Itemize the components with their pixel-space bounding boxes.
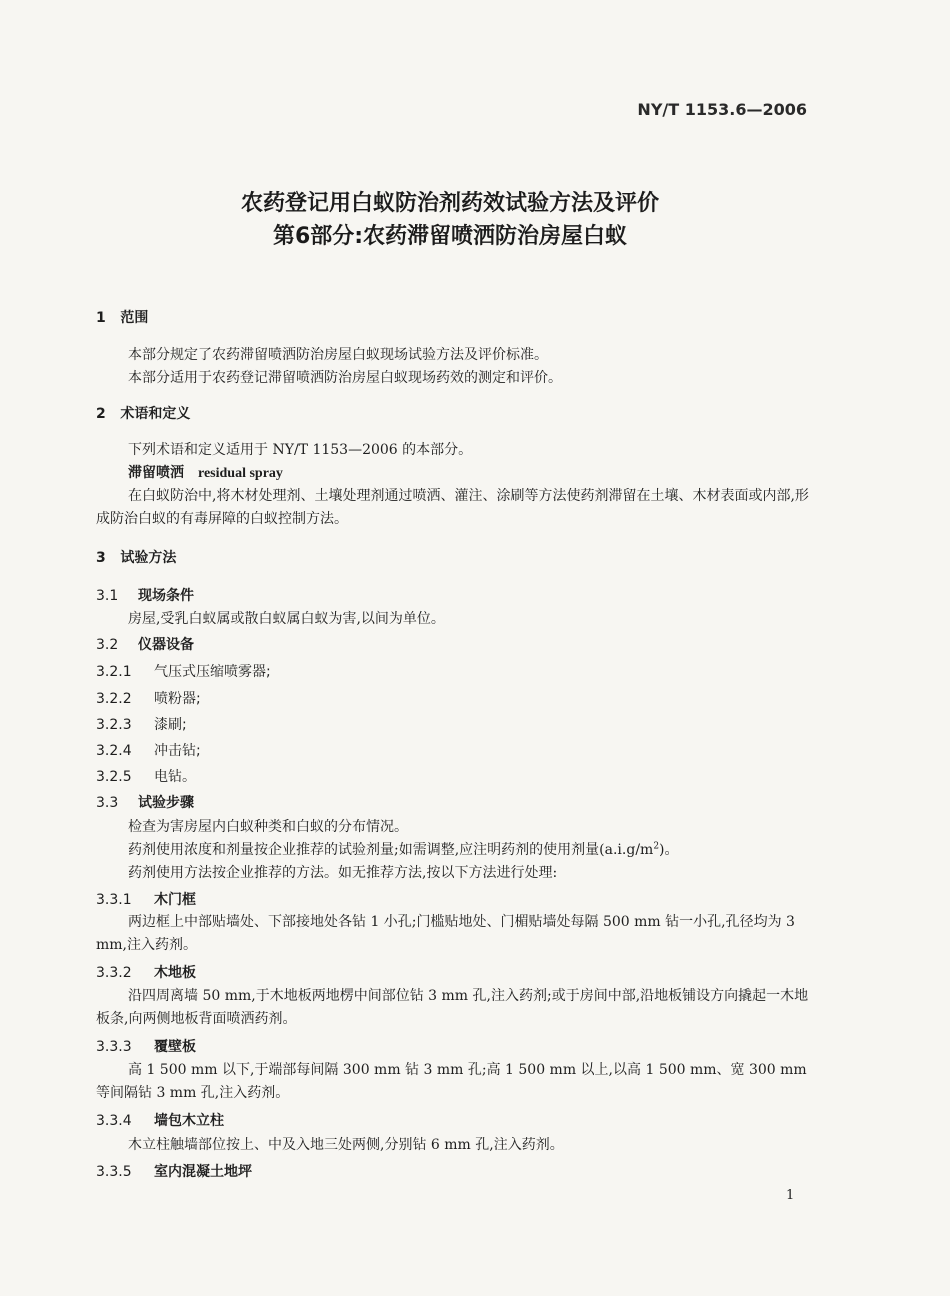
subsection-number: 3.3.4 (96, 1113, 132, 1129)
subsection-number: 3.3 (96, 795, 119, 811)
paragraph: 本部分适用于农药登记滞留喷洒防治房屋白蚁现场药效的测定和评价。 (128, 370, 562, 386)
list-item (96, 766, 196, 786)
paragraph: 高 1 500 mm 以下,于端部每间隔 300 mm 钻 3 mm 孔;高 1 500 mm 以上,以高 1 500 mm、宽 300 mm 等间隔钻 3 mm 孔,注入药剂。 (96, 1062, 807, 1101)
subsection-heading (96, 889, 196, 909)
paragraph: 本部分规定了农药滞留喷洒防治房屋白蚁现场试验方法及评价标准。 (128, 347, 548, 363)
subsection-number: 3.2 (96, 637, 119, 653)
subsection-number: 3.3.5 (96, 1164, 132, 1180)
document-subtitle: 第6部分:农药滞留喷洒防治房屋白蚁 (272, 224, 628, 249)
standard-number: NY/T 1153.6—2006 (637, 100, 807, 119)
subsection-heading (96, 1161, 252, 1181)
paragraph (128, 839, 679, 859)
subsection-title: 覆壁板 (154, 1039, 196, 1055)
subsection-number: 3.3.3 (96, 1039, 132, 1055)
paragraph: 检查为害房屋内白蚁种类和白蚁的分布情况。 (128, 819, 408, 835)
paragraph: 下列术语和定义适用于 NY/T 1153—2006 的本部分。 (128, 442, 473, 458)
term-definition: 在白蚁防治中,将木材处理剂、土壤处理剂通过喷洒、灌注、涂刷等方法使药剂滞留在土壤、木材表面或内部,形成防治白蚁的有毒屏障的白蚁控制方法。 (96, 488, 809, 527)
paragraph: 沿四周离墙 50 mm,于木地板两地楞中间部位钻 3 mm 孔,注入药剂;或于房间中部,沿地板铺设方向撬起一木地板条,向两侧地板背面喷洒药剂。 (96, 988, 809, 1027)
section-2-heading (96, 403, 190, 423)
paragraph-text: )。 (659, 842, 679, 858)
list-item (96, 688, 201, 708)
paragraph: 房屋,受乳白蚁属或散白蚁属白蚁为害,以间为单位。 (128, 611, 445, 627)
subsection-title: 木门框 (154, 892, 196, 908)
subsection-heading (96, 634, 194, 654)
term-english: residual spray (198, 466, 283, 481)
subsection-title: 仪器设备 (138, 637, 194, 653)
list-item (96, 714, 187, 734)
item-number: 3.2.3 (96, 717, 132, 733)
item-text: 电钻。 (154, 769, 196, 785)
section-number: 1 (96, 310, 106, 326)
paragraph-text: 药剂使用浓度和剂量按企业推荐的试验剂量;如需调整,应注明药剂的使用剂量(a.i.g/m (128, 842, 654, 858)
section-title: 术语和定义 (120, 406, 191, 422)
page-number: 1 (786, 1188, 795, 1203)
section-number: 2 (96, 406, 106, 422)
section-title: 范围 (120, 310, 149, 326)
subsection-number: 3.3.2 (96, 965, 132, 981)
subsection-number: 3.1 (96, 588, 119, 604)
section-title: 试验方法 (120, 550, 177, 566)
subsection-title: 试验步骤 (138, 795, 194, 811)
term-entry (128, 462, 283, 482)
subsection-title: 现场条件 (138, 588, 194, 604)
item-number: 3.2.5 (96, 769, 132, 785)
subsection-title: 木地板 (154, 965, 196, 981)
subsection-heading (96, 585, 194, 605)
subsection-number: 3.3.1 (96, 892, 132, 908)
item-number: 3.2.1 (96, 664, 132, 680)
item-text: 喷粉器; (154, 691, 201, 707)
subsection-heading (96, 1036, 196, 1056)
list-item (96, 740, 201, 760)
paragraph: 药剂使用方法按企业推荐的方法。如无推荐方法,按以下方法进行处理: (128, 865, 558, 881)
subsection-heading (96, 1110, 224, 1130)
paragraph: 两边框上中部贴墙处、下部接地处各钻 1 小孔;门槛贴地处、门楣贴墙处每隔 500 mm 钻一小孔,孔径均为 3 mm,注入药剂。 (96, 914, 795, 953)
item-text: 气压式压缩喷雾器; (154, 664, 271, 680)
list-item (96, 661, 271, 681)
section-1-heading (96, 307, 148, 327)
item-number: 3.2.2 (96, 691, 132, 707)
item-text: 冲击钻; (154, 743, 201, 759)
document-title: 农药登记用白蚁防治剂药效试验方法及评价 (240, 191, 659, 216)
section-number: 3 (96, 550, 106, 566)
section-3-heading (96, 547, 176, 567)
superscript: 2 (653, 841, 660, 852)
item-text: 漆刷; (154, 717, 187, 733)
paragraph: 木立柱触墙部位按上、中及入地三处两侧,分别钻 6 mm 孔,注入药剂。 (128, 1137, 564, 1153)
term-chinese: 滞留喷洒 (128, 465, 184, 481)
subsection-title: 室内混凝土地坪 (154, 1164, 252, 1180)
subsection-heading (96, 792, 194, 812)
item-number: 3.2.4 (96, 743, 132, 759)
subsection-title: 墙包木立柱 (154, 1113, 224, 1129)
subsection-heading (96, 962, 196, 982)
